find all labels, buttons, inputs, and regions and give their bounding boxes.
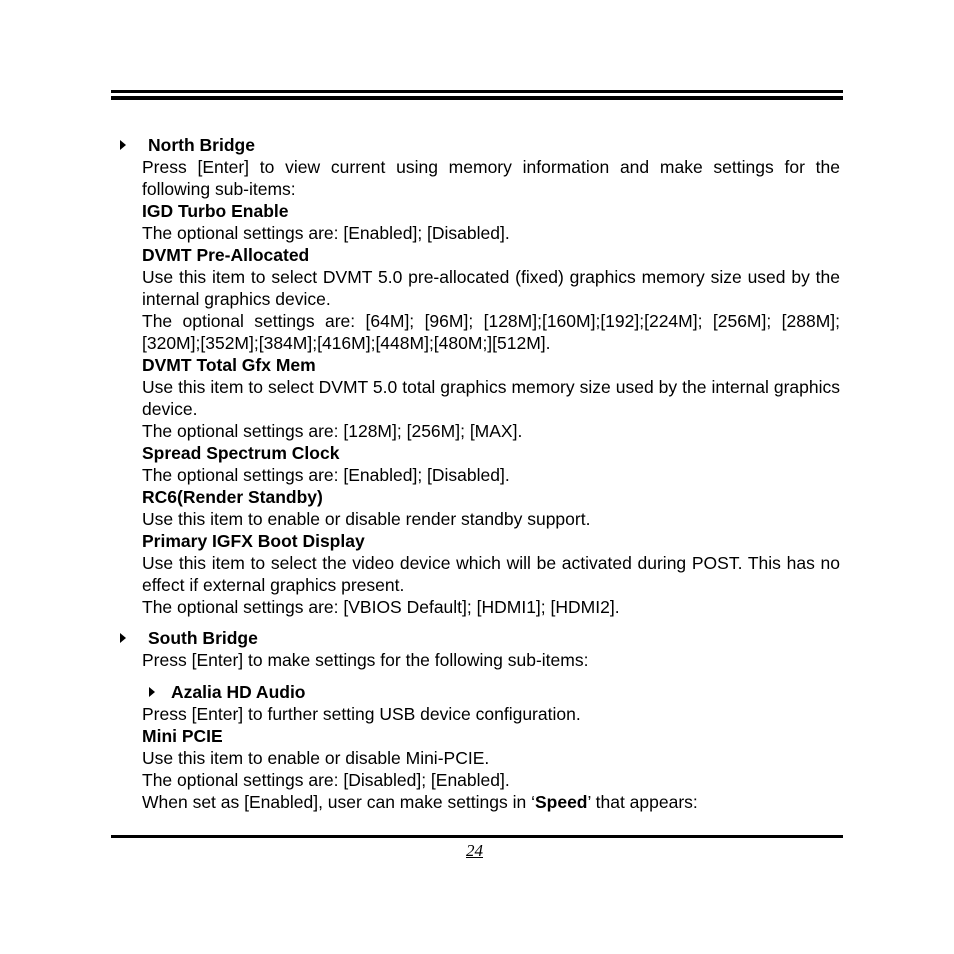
primary-igfx-options: The optional settings are: [VBIOS Default]; [HDMI1]; [HDMI2]. xyxy=(142,597,620,617)
dvmt-total-heading: DVMT Total Gfx Mem xyxy=(142,355,316,375)
page-number: 24 xyxy=(466,841,483,860)
azalia-desc: Press [Enter] to further setting USB device configuration. xyxy=(142,704,581,724)
page-content xyxy=(142,134,840,813)
igd-turbo-heading: IGD Turbo Enable xyxy=(142,201,289,221)
spread-spectrum-options: The optional settings are: [Enabled]; [Disabled]. xyxy=(142,465,510,485)
dvmt-preallocated-desc: Use this item to select DVMT 5.0 pre-allocated (fixed) graphics memory size used by the internal graphics device. xyxy=(142,267,840,309)
spacer xyxy=(142,618,840,627)
rc6-desc: Use this item to enable or disable render standby support. xyxy=(142,509,591,529)
south-bridge-intro: Press [Enter] to make settings for the following sub-items: xyxy=(142,650,589,670)
azalia-heading: Azalia HD Audio xyxy=(142,681,840,703)
north-bridge-heading: North Bridge xyxy=(142,134,840,156)
mini-pcie-options: The optional settings are: [Disabled]; [Enabled]. xyxy=(142,770,510,790)
spread-spectrum-heading: Spread Spectrum Clock xyxy=(142,443,340,463)
dvmt-total-desc: Use this item to select DVMT 5.0 total graphics memory size used by the internal graphics device. xyxy=(142,377,840,419)
mini-pcie-desc: Use this item to enable or disable Mini-PCIE. xyxy=(142,748,490,768)
rc6-heading: RC6(Render Standby) xyxy=(142,487,323,507)
dvmt-preallocated-options: The optional settings are: [64M]; [96M]; [128M];[160M];[192];[224M]; [256M]; [288M];[320M];[352M];[384M];[416M];[448M];[480M;][512M]. xyxy=(142,311,840,353)
dvmt-preallocated-heading: DVMT Pre-Allocated xyxy=(142,245,310,265)
mini-pcie-heading: Mini PCIE xyxy=(142,726,223,746)
primary-igfx-desc: Use this item to select the video device which will be activated during POST. This has no effect if external graphics present. xyxy=(142,553,840,595)
south-bridge-heading: South Bridge xyxy=(142,627,840,649)
triangle-bullet-icon xyxy=(120,633,126,643)
spacer xyxy=(142,671,840,681)
footer-rule xyxy=(111,835,843,838)
header-rule-thick xyxy=(111,96,843,100)
triangle-bullet-icon xyxy=(120,140,126,150)
igd-turbo-options: The optional settings are: [Enabled]; [Disabled]. xyxy=(142,223,510,243)
dvmt-total-options: The optional settings are: [128M]; [256M]; [MAX]. xyxy=(142,421,523,441)
mini-pcie-speed-note: When set as [Enabled], user can make settings in ‘Speed’ that appears: xyxy=(142,792,698,812)
north-bridge-intro: Press [Enter] to view current using memory information and make settings for the following sub-items: xyxy=(142,157,840,199)
header-rule-thin xyxy=(111,90,843,93)
triangle-bullet-icon xyxy=(149,687,155,697)
primary-igfx-heading: Primary IGFX Boot Display xyxy=(142,531,365,551)
speed-term: Speed xyxy=(534,792,588,812)
